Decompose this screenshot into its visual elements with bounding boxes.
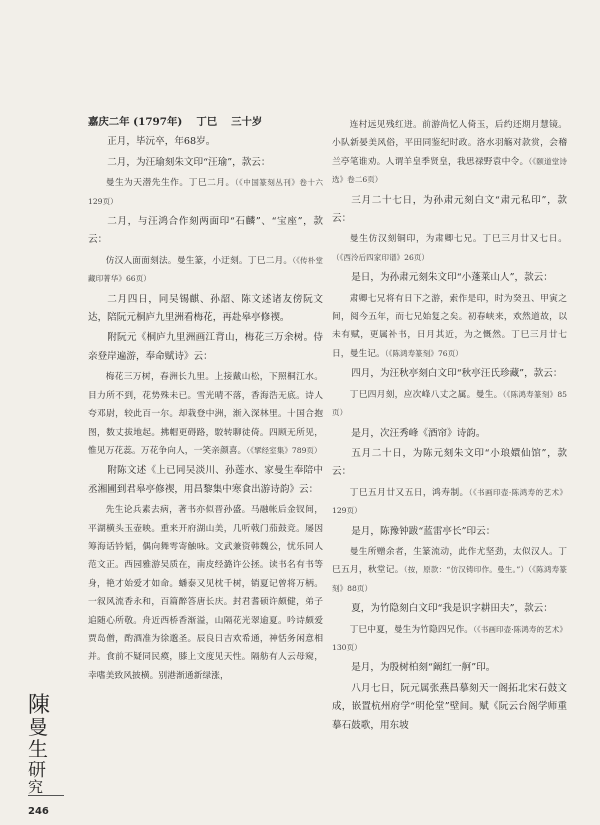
right-column xyxy=(332,116,567,737)
body-paragraph: 是月，次汪秀峰《酒帘》诗韵。 xyxy=(351,427,486,439)
inscription-text: 仿汉人面面刻法。曼生篆，小迂刻。丁巳二月。 xyxy=(105,255,293,266)
quoted-inscription xyxy=(332,386,567,423)
page-number: 246 xyxy=(28,806,49,817)
body-paragraph: 是月，陈豫钟跋“蓝雷亭长”印云： xyxy=(351,525,496,537)
side-mark-char: 陳 xyxy=(28,693,51,718)
body-paragraph: 正月，毕沅卒，年68岁。 xyxy=(107,136,216,148)
quoted-inscription xyxy=(332,484,567,521)
citation-source: （按，原款：“仿汉铸印作。曼生。”）（《陈鸿寿篆刻》88页） xyxy=(332,565,567,593)
inscription-text: 梅花三万树，春洲长九里。上接戴山松，下照桐江水。目力所不到，花势殊未已。雪光晴不落，香海浩无底。诗人夸邓尉，较此百一尔。却栽登中洲，渐入深林里。十国合抱图，数丈拔地起。拂帽更碍路，駮转聊徒倚。四顾无所见，惟见万花蕊。万花争向人，一笑亲颜喜。 xyxy=(88,372,323,456)
left-column xyxy=(88,113,323,687)
citation-source: （《陈鸿寿篆刻》85页） xyxy=(332,389,567,418)
calligraphy-side-mark xyxy=(24,690,70,794)
side-mark-char: 研 xyxy=(28,760,46,781)
body-paragraph: 附陈文述《上已同吴淡川、孙莲水、家曼生奉陪中丞湘圃到君皋亭修禊，用昌黎集中寒食出游诗韵》云： xyxy=(88,465,323,495)
quoted-inscription xyxy=(332,116,567,190)
body-paragraph: 附阮元《桐庐九里洲画江背山，梅花三万余树。侍亲登岸遍游，奉命赋诗》云： xyxy=(88,332,323,362)
heading-ganzhi: 丁巳 xyxy=(196,116,218,128)
inscription-text: 曼生仿汉刻铜印，为肃卿七兄。丁巳三月廿又七日。 xyxy=(349,234,567,245)
citation-source: （《传朴堂藏印菁华》66页） xyxy=(88,255,323,284)
body-paragraph: 四月，为汪秋亭刻白文印“秋亭汪氏珍藏”，款云： xyxy=(351,368,563,380)
side-mark-char: 生 xyxy=(28,737,48,761)
inscription-text: 曼生为天潜先生作。丁巳二月。 xyxy=(105,178,235,189)
heading-year: 嘉庆二年 (1797年) xyxy=(88,116,183,128)
heading-age: 三十岁 xyxy=(231,116,263,128)
inscription-text: 肃卿七兄将有日下之游，索作是印，时为癸丑、甲寅之间，阅今五年，而七兄始复之矣。初春峡来，欢然道故，以未有赋，更属补书，日月其近，为之慨然。丁巳三月廿七日，曼生记。 xyxy=(332,293,567,359)
citation-source: （《中国篆刻丛刊》卷十六129页） xyxy=(88,178,323,206)
quoted-inscription xyxy=(332,543,567,598)
year-heading xyxy=(88,113,323,131)
body-paragraph: 三月二十七日，为孙肃元刻白文“肃元私印”，款云： xyxy=(332,194,567,225)
citation-source: （《揅经室集》789页） xyxy=(246,445,322,455)
body-paragraph: 夏，为竹隐刻白文印“我是识字耕田夫”，款云： xyxy=(351,603,553,615)
inscription-text: 丁巳中夏，曼生为竹隐四兄作。 xyxy=(349,624,474,635)
quoted-inscription xyxy=(332,621,567,658)
body-paragraph: 八月七日，阮元属张燕昌摹刻天一阁拓北宋石鼓文成，嵌置杭州府学“明伦堂”壁间。赋《阮云台阁学师重摹石鼓歌，用东坡 xyxy=(332,682,567,731)
body-paragraph: 是月，为殷树柏刻“阚红一舸”印。 xyxy=(351,662,496,674)
side-mark-char: 曼 xyxy=(28,715,48,739)
citation-source: （《西泠后四家印谱》26页） xyxy=(332,252,429,262)
body-paragraph: 二月，为汪瑜刻朱文印“汪瑜”，款云： xyxy=(107,156,271,168)
citation-source: （《书画印壶·陈鸿寿的艺术》129页） xyxy=(332,487,567,516)
quoted-inscription xyxy=(88,252,323,289)
page-number-rule xyxy=(28,795,64,796)
quoted-inscription xyxy=(88,501,323,685)
side-mark-char: 究 xyxy=(28,778,44,794)
inscription-text: 连村远见残红迸。前游尚忆人倚玉，后约还期月慧镜。小队新晏美风俗，平田同鉴纪时政。洛水羽觞对款赏，会稽兰亭笔谁劝。人谓羊皇季贤皇，我思禄野袁中令。 xyxy=(332,120,567,167)
inscription-text: 曼生所赠余者，生篆流动，此作尤坚劲，太似汉人。丁巳五月，秋堂记。 xyxy=(332,546,567,576)
body-paragraph: 是日，为孙肃元刻朱文印“小蓬莱山人”，款云： xyxy=(351,272,553,284)
inscription-text: 先生论兵素去病，著书亦似晋孙盛。马融帐后金钗间，平湖横头玉壶映。重来开府湖山美，几听戟门茄鼓竞。屡因筹海话钤韬，偶向舞雩寄触咏。文武兼资韩魏公，忧乐同人范文正。西园雅游吴质在，南皮经潞许公拯。读书名有书等身，艳才始爱才如命。蟠泰又见枕千树，销夏记曾将万柄。一叙风流香永和，百篇醉答唐长庆。封君耆硕许颇健，弟子追随心所敬。舟近西桥香渐溢，山隔花光翠逾夏。吟诗颇爱贾岛僧，酌酒准为徐邈圣。辰良日吉欢希通，神恬务闲意相并。食前不疑同民瘼，膝上文度见天性。隔舫有人云母窥，幸嗜美致风披横。别港渐通新绿涨， xyxy=(88,505,323,681)
inscription-text: 丁巳五月廿又五日，鸿寿制。 xyxy=(349,487,469,498)
body-paragraph: 五月二十日，为陈元刻朱文印“小琅嬛仙馆”，款云： xyxy=(332,447,567,478)
quoted-inscription xyxy=(332,230,567,267)
citation-source: （《书画印壶·陈鸿寿的艺术》130页） xyxy=(332,624,567,652)
citation-source: （《颐道堂诗选》卷二6页） xyxy=(332,156,567,185)
body-paragraph: 二月，与汪鸿合作刻两面印“石麟”、“宝座”，款云： xyxy=(88,216,323,246)
citation-source: （《陈鸿寿篆刻》76页） xyxy=(384,348,463,358)
quoted-inscription xyxy=(332,290,567,364)
quoted-inscription xyxy=(88,368,323,460)
quoted-inscription xyxy=(88,174,323,211)
inscription-text: 丁巳四月刻，应次峰八丈之属。曼生。 xyxy=(349,389,503,400)
body-paragraph: 二月四日，同吴锡麒、孙韶、陈文述诸友傍阮文达，陪阮元桐庐九里洲看梅花，再赴皋亭修禊。 xyxy=(88,293,323,324)
